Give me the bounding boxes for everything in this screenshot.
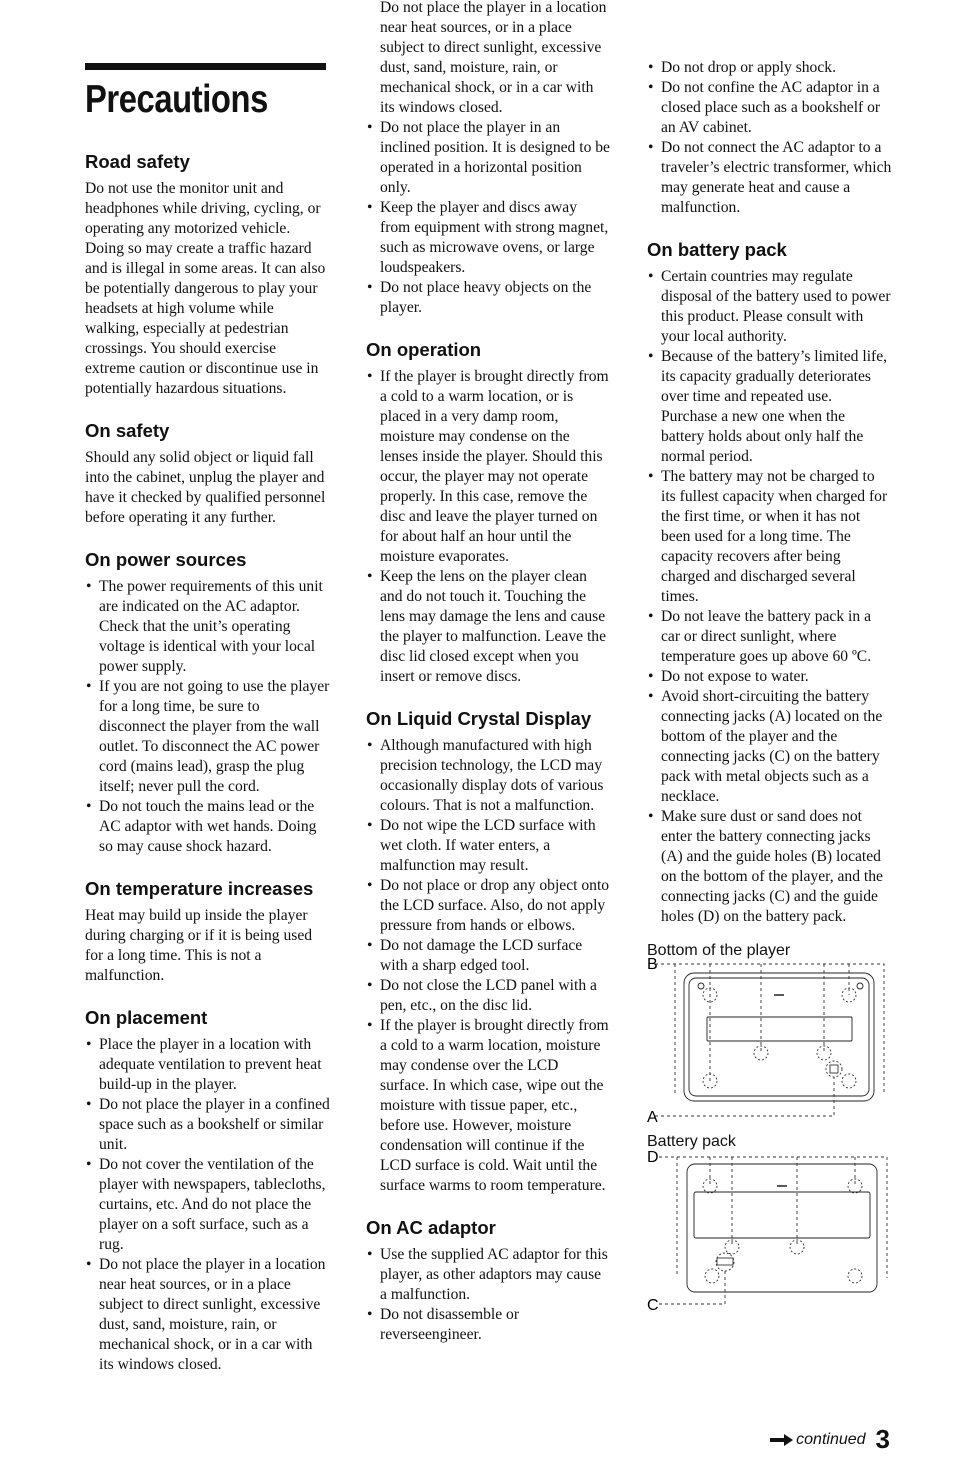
- list-item: • Do not connect the AC adaptor to a traveler’s electric transformer, which may generate heat and cause a malfunction.: [647, 138, 892, 218]
- section-heading: On battery pack: [647, 239, 787, 260]
- figure-caption: Bottom of the player: [647, 942, 791, 959]
- section-on-safety: [85, 419, 330, 528]
- bullet-list: [366, 367, 611, 687]
- list-item: • Do not leave the battery pack in a car or direct sunlight, where temperature goes up above 60 ºC.: [647, 607, 892, 667]
- list-item: • Do not expose to water.: [647, 667, 892, 687]
- list-item: • Do not place the player in a location near heat sources, or in a place subject to direct sunlight, excessive dust, sand, moisture, rain, or mechanical shock, or in a car with its windows closed.: [85, 1255, 330, 1315]
- list-item: • Do not wipe the LCD surface with wet cloth. If water enters, a malfunction may result.: [366, 816, 611, 876]
- list-item: • Keep the lens on the player clean and do not touch it. Touching the lens may damage the lens and cause the player to malfunction. Leave the disc lid closed except when you insert or remove discs.: [366, 567, 611, 687]
- list-item: • The battery may not be charged to its fullest capacity when charged for the first time, or when it has not been used for a long time. The capacity recovers after being charged and discharged several times.: [647, 467, 892, 607]
- continued-item: [366, 0, 611, 118]
- page-title: Precautions: [85, 78, 268, 121]
- list-item: • Do not close the LCD panel with a pen, etc., on the disc lid.: [366, 976, 611, 1016]
- column-2: [366, 0, 611, 1345]
- right-arrow-icon: [770, 1433, 794, 1447]
- list-item: • Do not confine the AC adaptor in a closed place such as a bookshelf or an AV cabinet.: [647, 78, 892, 138]
- bullet-list: [366, 736, 611, 1196]
- list-item: • Do not place or drop any object onto the LCD surface. Also, do not apply pressure from hands or elbows.: [366, 876, 611, 936]
- figure-player-bottom: [647, 941, 892, 1126]
- battery-pack-diagram: [647, 1149, 892, 1314]
- list-item: • Keep the player and discs away from equipment with strong magnet, such as microwave ovens, or large loudspeakers.: [366, 198, 611, 278]
- figure-battery-pack: [647, 1132, 892, 1312]
- page-number: 3: [875, 1424, 890, 1454]
- list-item: • Do not place the player in an inclined position. It is designed to be operated in a horizontal position only.: [366, 118, 611, 198]
- list-item: • Do not touch the mains lead or the AC adaptor with wet hands. Doing so may cause shock hazard.: [85, 797, 330, 857]
- section-heading: On operation: [366, 339, 482, 360]
- section-heading: Road safety: [85, 151, 190, 172]
- section-heading: On power sources: [85, 549, 247, 570]
- list-item: • Although manufactured with high precision technology, the LCD may occasionally display dots of various colours. That is not a malfunction.: [366, 736, 611, 816]
- figure-label-b: B: [647, 956, 658, 973]
- list-item: • Make sure dust or sand does not enter the battery connecting jacks (A) and the guide holes (B) located on the bottom of the player, and the connecting jacks (C) and the guide holes (D) on the battery pack.: [647, 807, 892, 927]
- bullet-list: [85, 1035, 330, 1373]
- list-item: • Place the player in a location with adequate ventilation to prevent heat build-up in the player.: [85, 1035, 330, 1095]
- list-item: • Avoid short-circuiting the battery connecting jacks (A) located on the bottom of the player and the connecting jacks (C) on the battery pack with metal objects such as a necklace.: [647, 687, 892, 807]
- section-road-safety: [85, 150, 330, 399]
- section-heading: On safety: [85, 420, 170, 441]
- figure-label-c: C: [647, 1297, 659, 1314]
- section-body: Heat may build up inside the player during charging or if it is being used for a long time. This is not a malfunction.: [85, 907, 313, 984]
- section-heading: On temperature increases: [85, 878, 314, 899]
- list-item: • If the player is brought directly from a cold to a warm location, moisture may condense over the LCD surface. In which case, wipe out the moisture with tissue paper, etc., before use. However, moisture condensation will continue if the LCD surface is cold. Wait until the surface warms to room temperature.: [366, 1016, 611, 1196]
- bullet-list: [366, 1245, 611, 1345]
- bullet-list: [85, 577, 330, 857]
- section-heading: On Liquid Crystal Display: [366, 708, 592, 729]
- list-item: • Do not place the player in a confined space such as a bookshelf or similar unit.: [85, 1095, 330, 1155]
- section-heading: On AC adaptor: [366, 1217, 496, 1238]
- player-bottom-diagram: [647, 956, 892, 1126]
- list-item: • If the player is brought directly from a cold to a warm location, or is placed in a very damp room, moisture may condense on the lenses inside the player. Should this occur, the player may not operate properly. In this case, remove the disc and leave the player turned on for about half an hour until the moisture evaporates.: [366, 367, 611, 567]
- continued-text: Do not place the player in a location near heat sources, or in a place subject to direct sunlight, excessive dust, sand, moisture, rain, or mechanical shock, or in a car with its windows closed.: [380, 0, 607, 116]
- section-body: Should any solid object or liquid fall into the cabinet, unplug the player and have it checked by qualified personnel before operating it any further.: [85, 449, 326, 526]
- column-3: [647, 58, 892, 1312]
- column-1: [85, 58, 330, 1373]
- section-power-sources: [85, 548, 330, 857]
- continued-label: continued: [796, 1430, 866, 1448]
- bullet-list: [366, 118, 611, 318]
- list-item: • Do not damage the LCD surface with a sharp edged tool.: [366, 936, 611, 976]
- list-item: • Do not disassemble or reverseengineer.: [366, 1305, 611, 1345]
- section-placement: [85, 1006, 330, 1373]
- bullet-list: [647, 58, 892, 218]
- list-item: • Do not cover the ventilation of the player with newspapers, tablecloths, curtains, etc. And do not place the player on a soft surface, such as a rug.: [85, 1155, 330, 1255]
- section-battery: [647, 238, 892, 927]
- list-item: • Do not place heavy objects on the player.: [366, 278, 611, 318]
- bullet-list: [647, 267, 892, 927]
- section-operation: [366, 338, 611, 687]
- figure-caption: Battery pack: [647, 1133, 736, 1150]
- section-lcd: [366, 707, 611, 1196]
- section-temperature: [85, 877, 330, 986]
- list-item: • If you are not going to use the player for a long time, be sure to disconnect the player from the wall outlet. To disconnect the AC power cord (mains lead), grasp the plug itself; never pull the cord.: [85, 677, 330, 797]
- section-body: Do not use the monitor unit and headphones while driving, cycling, or operating any motorized vehicle. Doing so may create a traffic hazard and is illegal in some areas. It can also be potentially dangerous to play your headsets at high volume while walking, especially at pedestrian crossings. You should exercise extreme caution or discontinue use in potentially hazardous situations.: [85, 180, 326, 397]
- list-item: • Certain countries may regulate disposal of the battery used to power this product. Please consult with your local authority.: [647, 267, 892, 347]
- figure-label-d: D: [647, 1149, 659, 1166]
- section-ac-adaptor: [366, 1216, 611, 1345]
- list-item: • Use the supplied AC adaptor for this player, as other adaptors may cause a malfunction.: [366, 1245, 611, 1305]
- page-footer: [770, 1424, 890, 1455]
- section-heading: On placement: [85, 1007, 208, 1028]
- list-item: • The power requirements of this unit are indicated on the AC adaptor. Check that the unit’s operating voltage is identical with your local power supply.: [85, 577, 330, 677]
- list-item: • Because of the battery’s limited life, its capacity gradually deteriorates over time and repeated use. Purchase a new one when the battery holds about only half the normal period.: [647, 347, 892, 467]
- list-item: • Do not drop or apply shock.: [647, 58, 892, 78]
- figure-label-a: A: [647, 1109, 658, 1126]
